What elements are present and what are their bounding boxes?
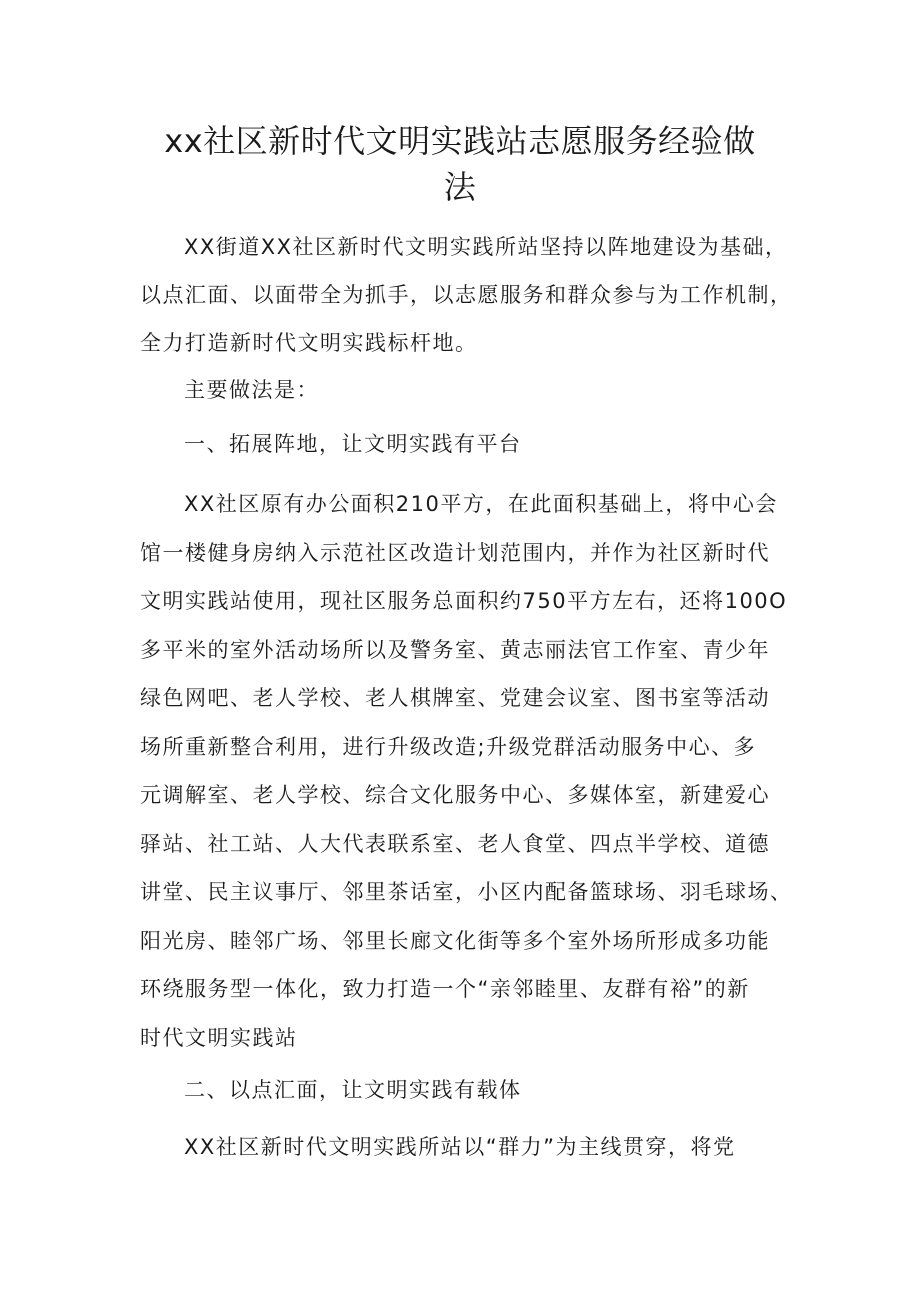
- section-2-paragraph: XX社区新时代文明实践所站以“群力”为主线贯穿，将党: [184, 1135, 736, 1159]
- paragraph-line: 阳光房、睦邻广场、邻里长廊文化街等多个室外场所形成多功能: [140, 928, 770, 953]
- section-1-paragraph: [140, 480, 793, 1062]
- paragraph-line: XX街道XX社区新时代文明实践所站坚持以阵地建设为基础，: [184, 235, 788, 259]
- paragraph-line: 驿站、社工站、人大代表联系室、老人食堂、四点半学校、道德: [140, 831, 770, 856]
- paragraph-line: 时代文明实践站: [140, 1025, 298, 1050]
- paragraph-line: 多平米的室外活动场所以及警务室、黄志丽法官工作室、青少年: [140, 637, 770, 662]
- title-line: 法: [443, 168, 477, 206]
- paragraph-line: 场所重新整合利用，进行升级改造;升级党群活动服务中心、多: [140, 734, 757, 759]
- paragraph-line: XX社区原有办公面积210平方，在此面积基础上，将中心会: [184, 492, 778, 516]
- paragraph-line: 元调解室、老人学校、综合文化服务中心、多媒体室，新建爱心: [140, 783, 770, 807]
- paragraph-line: 绿色网吧、老人学校、老人棋牌室、党建会议室、图书室等活动: [140, 686, 770, 710]
- paragraph-line: 讲堂、民主议事厅、邻里茶话室，小区内配备篮球场、羽毛球场、: [140, 880, 793, 904]
- intro-paragraph: [140, 223, 793, 367]
- paragraph-line: 环绕服务型一体化，致力打造一个“亲邻睦里、友群有裕”的新: [140, 977, 750, 1001]
- section-heading-2: 二、以点汇面，让文明实践有载体: [184, 1078, 522, 1102]
- section-heading-1: 一、拓展阵地，让文明实践有平台: [184, 432, 522, 456]
- lead-sentence: 主要做法是：: [184, 378, 319, 402]
- document-title: [130, 118, 790, 210]
- paragraph-line: 以点汇面、以面带全为抓手，以志愿服务和群众参与为工作机制，: [140, 283, 793, 307]
- title-line: xx社区新时代文明实践站志愿服务经验做: [164, 122, 756, 160]
- paragraph-line: 文明实践站使用，现社区服务总面积约750平方左右，还将100O: [140, 589, 788, 613]
- paragraph-line: 全力打造新时代文明实践标杆地。: [140, 331, 478, 355]
- paragraph-line: 馆一楼健身房纳入示范社区改造计划范围内，并作为社区新时代: [140, 540, 770, 565]
